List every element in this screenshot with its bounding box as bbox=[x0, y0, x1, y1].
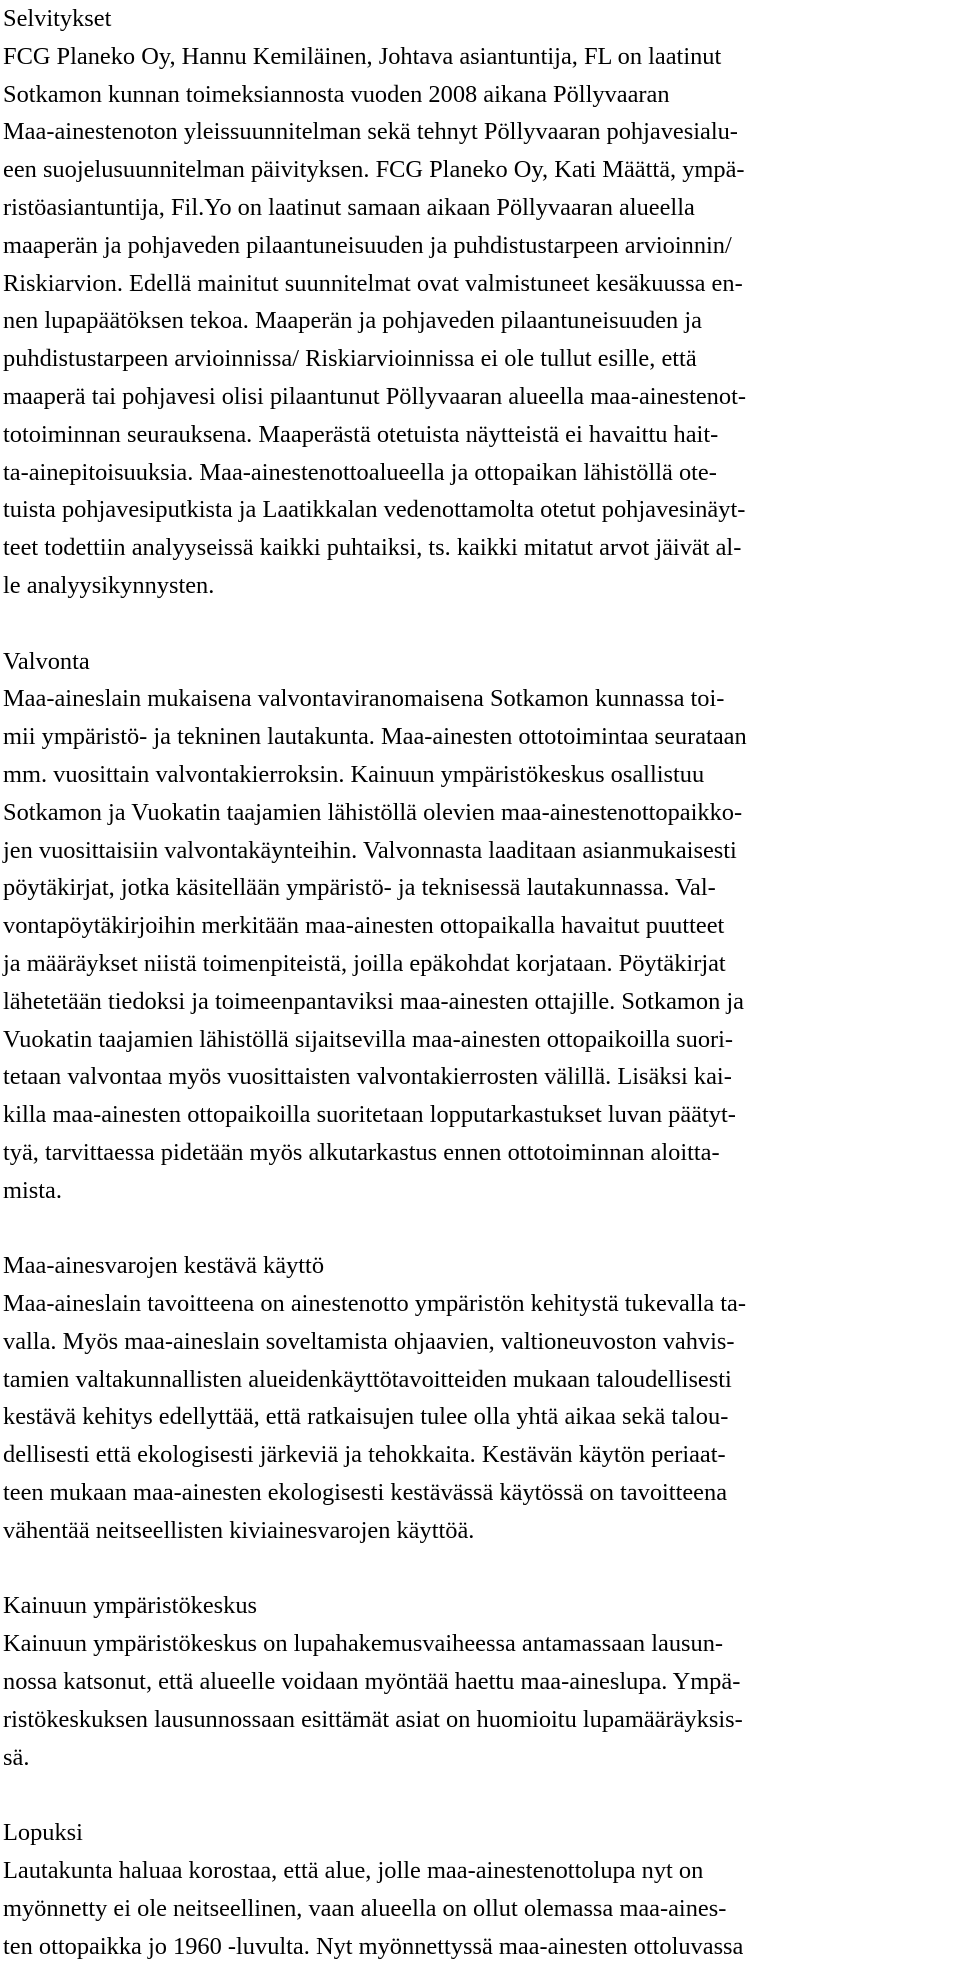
paragraph-line: ristökeskuksen lausunnossaan esittämät asiat on huomioitu lupamääräyksis- bbox=[3, 1705, 743, 1733]
paragraph-line: Vuokatin taajamien lähistöllä sijaitsevilla maa-ainesten ottopaikoilla suori- bbox=[3, 1025, 734, 1053]
paragraph-line: nen lupapäätöksen tekoa. Maaperän ja pohjaveden pilaantuneisuuden ja bbox=[3, 307, 702, 335]
paragraph-line: tuista pohjavesiputkista ja Laatikkalan vedenottamolta otetut pohjavesinäyt- bbox=[3, 496, 746, 524]
paragraph-line: le analyysikynnysten. bbox=[3, 571, 215, 599]
paragraph-line: vontapöytäkirjoihin merkitään maa-ainesten ottopaikalla havaitut puutteet bbox=[3, 912, 725, 940]
paragraph-line: maaperä tai pohjavesi olisi pilaantunut Pöllyvaaran alueella maa-ainestenot- bbox=[3, 382, 746, 410]
paragraph-line: ten ottopaikka jo 1960 -luvulta. Nyt myönnettyssä maa-ainesten ottoluvassa bbox=[3, 1932, 744, 1960]
paragraph-line: puhdistustarpeen arvioinnissa/ Riskiarvioinnissa ei ole tullut esille, että bbox=[3, 345, 697, 373]
section-heading: Lopuksi bbox=[3, 1819, 83, 1847]
paragraph-line: dellisesti että ekologisesti järkeviä ja tehokkaita. Kestävän käytön periaat- bbox=[3, 1441, 726, 1469]
paragraph-line: tamien valtakunnallisten alueidenkäyttötavoitteiden mukaan taloudellisesti bbox=[3, 1365, 732, 1393]
paragraph-line: Sotkamon ja Vuokatin taajamien lähistöllä olevien maa-ainestenottopaikko- bbox=[3, 798, 743, 826]
paragraph-line: mista. bbox=[3, 1176, 62, 1204]
paragraph-line: teet todettiin analyyseissä kaikki puhtaiksi, ts. kaikki mitatut arvot jäivät al- bbox=[3, 534, 742, 562]
paragraph-line: tyä, tarvittaessa pidetään myös alkutarkastus ennen ottotoiminnan aloitta- bbox=[3, 1138, 720, 1166]
paragraph-line: ta-ainepitoisuuksia. Maa-ainestenottoalueella ja ottopaikan lähistöllä ote- bbox=[3, 458, 717, 486]
document-page bbox=[3, 0, 953, 1965]
paragraph-line: een suojelusuunnitelman päivityksen. FCG Planeko Oy, Kati Määttä, ympä- bbox=[3, 156, 745, 184]
section-gap bbox=[3, 605, 953, 643]
paragraph-line: teen mukaan maa-ainesten ekologisesti kestävässä käytössä on tavoitteena bbox=[3, 1479, 728, 1507]
paragraph-line: Sotkamon kunnan toimeksiannosta vuoden 2008 aikana Pöllyvaaran bbox=[3, 80, 670, 108]
paragraph-line: Maa-ainestenoton yleissuunnitelman sekä tehnyt Pöllyvaaran pohjavesialu- bbox=[3, 118, 738, 146]
paragraph-line: kestävä kehitys edellyttää, että ratkaisujen tulee olla yhtä aikaa sekä talou- bbox=[3, 1403, 729, 1431]
section-gap bbox=[3, 1776, 953, 1814]
paragraph-line: sä. bbox=[3, 1743, 30, 1771]
paragraph-line: vähentää neitseellisten kiviainesvarojen käyttöä. bbox=[3, 1516, 475, 1544]
paragraph-line: tetaan valvontaa myös vuosittaisten valvontakierrosten välillä. Lisäksi kai- bbox=[3, 1063, 732, 1091]
paragraph-line: ja määräykset niistä toimenpiteistä, joilla epäkohdat korjataan. Pöytäkirjat bbox=[3, 949, 726, 977]
section-heading: Maa-ainesvarojen kestävä käyttö bbox=[3, 1252, 325, 1280]
paragraph-line: Riskiarvion. Edellä mainitut suunnitelmat ovat valmistuneet kesäkuussa en- bbox=[3, 269, 743, 297]
paragraph-line: FCG Planeko Oy, Hannu Kemiläinen, Johtava asiantuntija, FL on laatinut bbox=[3, 42, 722, 70]
paragraph-line: pöytäkirjat, jotka käsitellään ympäristö- ja teknisessä lautakunnassa. Val- bbox=[3, 874, 716, 902]
section-heading: Selvitykset bbox=[3, 5, 112, 32]
paragraph-line: Lautakunta haluaa korostaa, että alue, jolle maa-ainestenottolupa nyt on bbox=[3, 1857, 704, 1885]
paragraph-line: mii ympäristö- ja tekninen lautakunta. Maa-ainesten ottotoimintaa seurataan bbox=[3, 723, 747, 751]
paragraph-line: maaperän ja pohjaveden pilaantuneisuuden ja puhdistustarpeen arvioinnin/ bbox=[3, 231, 732, 259]
paragraph-line: jen vuosittaisiin valvontakäynteihin. Valvonnasta laaditaan asianmukaisesti bbox=[3, 836, 737, 864]
section-gap bbox=[3, 1210, 953, 1248]
section-heading: Valvonta bbox=[3, 647, 90, 675]
section-kestava-kaytto bbox=[3, 1247, 953, 1549]
paragraph-line: ristöasiantuntija, Fil.Yo on laatinut samaan aikaan Pöllyvaaran alueella bbox=[3, 193, 695, 221]
paragraph-line: Maa-aineslain mukaisena valvontaviranomaisena Sotkamon kunnassa toi- bbox=[3, 685, 725, 713]
section-selvitykset bbox=[3, 0, 953, 605]
section-valvonta bbox=[3, 643, 953, 1210]
paragraph-line: valla. Myös maa-aineslain soveltamista ohjaavien, valtioneuvoston vahvis- bbox=[3, 1327, 735, 1355]
paragraph-line: Maa-aineslain tavoitteena on ainestenotto ympäristön kehitystä tukevalla ta- bbox=[3, 1290, 746, 1318]
paragraph-line: lähetetään tiedoksi ja toimeenpantaviksi maa-ainesten ottajille. Sotkamon ja bbox=[3, 987, 744, 1015]
paragraph-line: mm. vuosittain valvontakierroksin. Kainuun ympäristökeskus osallistuu bbox=[3, 760, 705, 788]
section-heading: Kainuun ympäristökeskus bbox=[3, 1592, 258, 1620]
section-lopuksi bbox=[3, 1814, 953, 1965]
section-gap bbox=[3, 1550, 953, 1588]
paragraph-line: Kainuun ympäristökeskus on lupahakemusvaiheessa antamassaan lausun- bbox=[3, 1630, 724, 1658]
section-ymparistokeskus bbox=[3, 1587, 953, 1776]
paragraph-line: totoiminnan seurauksena. Maaperästä otetuista näytteistä ei havaittu hait- bbox=[3, 420, 719, 448]
paragraph-line: killa maa-ainesten ottopaikoilla suoritetaan lopputarkastukset luvan päätyt- bbox=[3, 1101, 736, 1129]
paragraph-line: nossa katsonut, että alueelle voidaan myöntää haettu maa-aineslupa. Ympä- bbox=[3, 1668, 741, 1696]
paragraph-line: myönnetty ei ole neitseellinen, vaan alueella on ollut olemassa maa-aines- bbox=[3, 1894, 727, 1922]
